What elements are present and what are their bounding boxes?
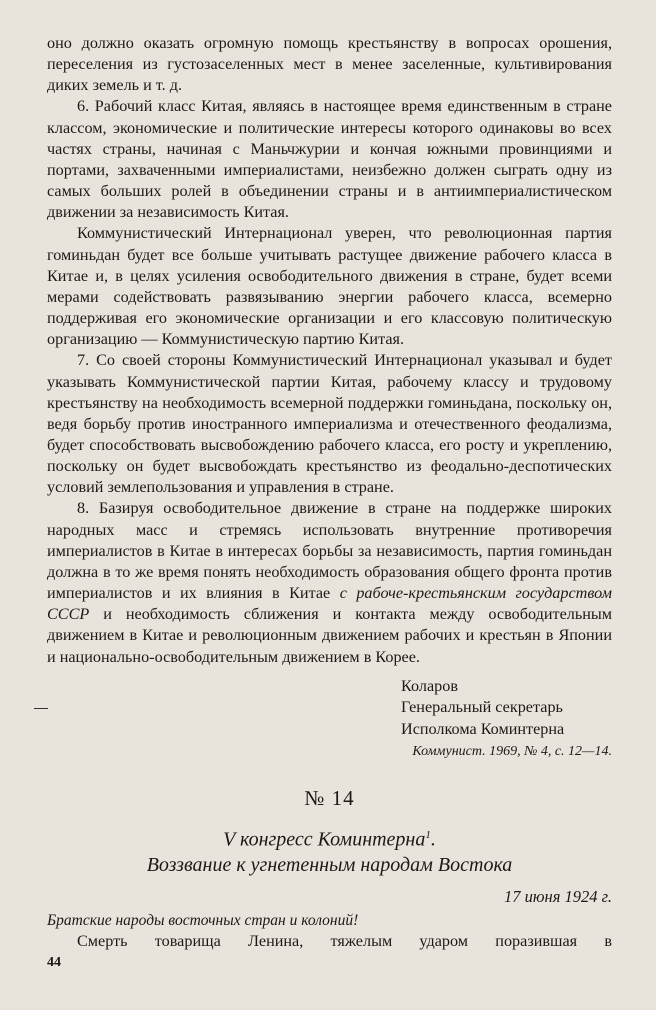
margin-mark (34, 708, 48, 709)
paragraph-point-8 (47, 498, 612, 667)
paragraph-text: 8. Базируя освободительное движение в стране на поддержке широких народных масс и стремясь использовать внутренние противоречия империалистов в Китае в интересах борьбы за независимость, партия гоминьдан должна в то же время понять необходимость образования общего фронта против империалистов и их влияния в Китае (47, 499, 612, 603)
paragraph-comintern: Коммунистический Интернационал уверен, что революционная партия гоминьдан будет все больше учитывать растущее движение рабочего класса в Китае и, в целях усиления освободительного движения в стране, будет всеми мерами содействовать развязыванию энергии рабочего класса, всемерно поддерживая его экономические организации и его классовую политическую организацию — Коммунистическую партию Китая. (47, 224, 612, 349)
document-number: № 14 (304, 786, 355, 811)
document-title (47, 823, 612, 878)
signature-position: Генеральный секретарь (401, 698, 563, 717)
paragraph-text: и необходимость сближения и контакта между освободительным движением в Китае и революционным движением рабочих и крестьян в Японии и национально-освободительным движением в Корее. (47, 605, 612, 666)
signature-name: Коларов (401, 676, 458, 695)
footnote-mark: 1 (425, 829, 431, 842)
title-line: V конгресс Коминтерна$^1$. (223, 828, 436, 851)
title-line: Воззвание к угнетенным народам Востока (146, 853, 513, 876)
paragraph-continuation: оно должно оказать огромную помощь крестьянству в вопросах орошения, переселения из густозаселенных мест в менее заселенные, культивирования диких земель и т. д. (47, 34, 612, 95)
document-date: 17 июня 1924 г. (504, 886, 612, 906)
paragraph-first-line: Смерть товарища Ленина, тяжелым ударом поразившая в (77, 931, 612, 950)
page-number: 44 (47, 955, 61, 970)
title-text: V конгресс Коминтерна (223, 828, 426, 851)
signature-block (401, 676, 612, 741)
greeting: Братские народы восточных стран и колоний! (47, 911, 359, 929)
page-body (47, 33, 612, 952)
paragraph-point-7: 7. Со своей стороны Коммунистический Интернационал указывал и будет указывать Коммунистической партии Китая, рабочему классу и трудовому крестьянству на необходимость всемерной поддержки гоминьдана, поскольку он, ведя борьбу против иностранного империализма и отечественного феодализма, будет способствовать высвобождению рабочего класса, его росту и укреплению, поскольку он будет высвобождать крестьянство из феодально-деспотических условий землепользования и управления в стране. (47, 351, 612, 497)
source-citation: Коммунист. 1969, № 4, с. 12—14. (412, 744, 612, 760)
paragraph-point-6: 6. Рабочий класс Китая, являясь в настоящее время единственным в стране классом, экономические и политические интересы которого одинаковы во всех частях страны, начиная с Маньчжурии и кончая южными провинциями и портами, захваченными империалистами, неизбежно должен сыграть одну из самых больших ролей в объединении страны и в антиимпериалистическом движении за независимость Китая. (47, 97, 612, 222)
signature-organization: Исполкома Коминтерна (401, 719, 565, 738)
italic-phrase: с рабоче-крестьянским государством СССР (47, 584, 612, 624)
